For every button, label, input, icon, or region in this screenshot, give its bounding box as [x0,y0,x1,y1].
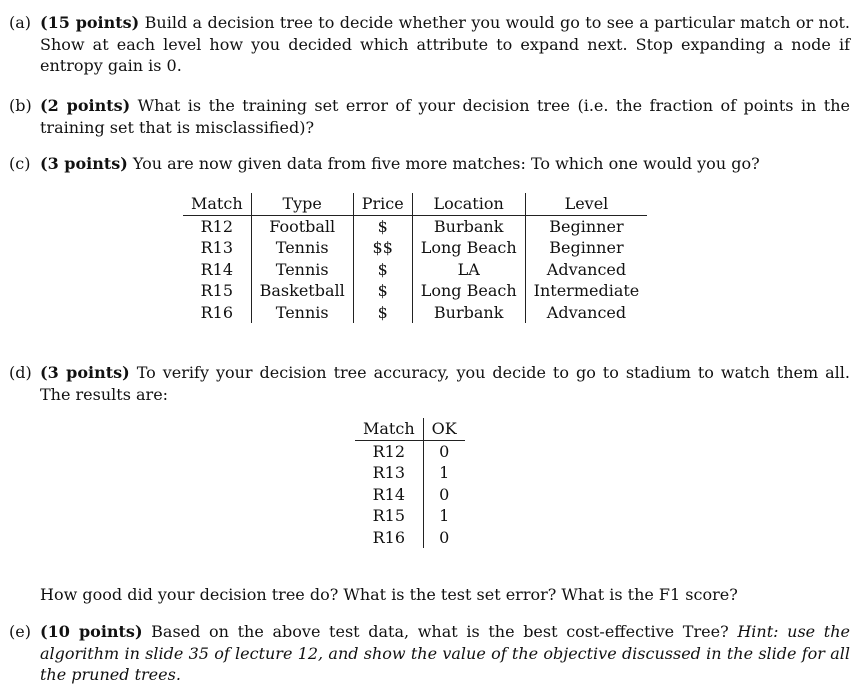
question-a [0,12,850,77]
question-d-points: (3 points) [40,363,130,382]
cell-price: $ [353,259,412,281]
col-header-type: Type [251,193,353,215]
col-header-price: Price [353,193,412,215]
table-row [183,259,647,281]
question-e-label: (e) [9,622,31,641]
table-row [183,302,647,324]
table-row [183,215,647,237]
col-header-location: Location [412,193,525,215]
matches-table [183,193,647,323]
cell-match: R16 [200,302,234,322]
cell-price: $$ [353,237,412,259]
question-c-label: (c) [9,154,31,173]
question-b-text: What is the training set error of your decision tree (i.e. the fraction of points in the training set that is misclassified)? [40,96,851,137]
question-b-label: (b) [9,96,32,115]
col-header-ok: OK [423,418,465,440]
cell-type: Tennis [251,302,353,324]
table-row [355,484,465,506]
results-table [355,418,465,548]
question-d-followup-text: How good did your decision tree do? What is the test set error? What is the F1 score? [40,585,738,604]
col-header-level: Level [525,193,647,215]
cell-level: Advanced [525,259,647,281]
cell-location: Burbank [412,215,525,237]
question-a-label: (a) [9,13,32,32]
cell-match: R12 [372,441,406,461]
cell-match: R14 [200,259,234,279]
question-e-text: Based on the above test data, what is the best cost-effective Tree? [151,622,729,641]
cell-price: $ [353,302,412,324]
cell-location: Burbank [412,302,525,324]
cell-price: $ [353,280,412,302]
question-b-points: (2 points) [40,96,131,115]
col-header-match: Match [355,418,423,440]
col-header-match: Match [183,193,251,215]
cell-location: LA [412,259,525,281]
cell-type: Basketball [251,280,353,302]
cell-ok: 0 [423,527,465,549]
cell-ok: 0 [423,484,465,506]
question-d-label: (d) [9,363,32,382]
cell-match: R16 [372,527,406,547]
cell-match: R12 [200,216,234,236]
table-row [183,280,647,302]
question-c-points: (3 points) [40,154,128,173]
cell-level: Advanced [525,302,647,324]
cell-location: Long Beach [412,280,525,302]
cell-match: R13 [200,238,234,257]
question-b [0,95,850,138]
question-e-hint: Hint: use the algorithm in slide 35 of lecture 12, and show the value of the objective discussed in the slide for all the pruned trees. [40,622,850,684]
matches-table-header [183,193,647,215]
table-row [355,527,465,549]
cell-level: Intermediate [525,280,647,302]
cell-level: Beginner [525,215,647,237]
cell-match: R15 [200,281,234,300]
results-table-header [355,418,465,440]
cell-match: R13 [372,463,406,482]
question-d-text: To verify your decision tree accuracy, you decide to go to stadium to watch them all. The results are: [40,363,851,404]
cell-match: R14 [372,484,406,504]
table-row [355,440,465,462]
cell-level: Beginner [525,237,647,259]
cell-price: $ [353,215,412,237]
cell-type: Tennis [251,237,353,259]
table-row [355,505,465,527]
question-e-points: (10 points) [40,622,143,641]
cell-location: Long Beach [412,237,525,259]
question-d [0,362,850,405]
question-a-text: Build a decision tree to decide whether you would go to see a particular match or not. Show at each level how you decided which attribute to expand next. Stop expanding a node if entropy gain is 0. [40,13,851,75]
cell-type: Tennis [251,259,353,281]
cell-match: R15 [372,506,406,525]
question-e [0,621,850,686]
question-d-followup [0,584,850,606]
table-row [183,237,647,259]
cell-type: Football [251,215,353,237]
question-c [0,153,850,175]
table-row [355,462,465,484]
question-c-text: You are now given data from five more matches: To which one would you go? [132,154,760,173]
cell-ok: 1 [423,505,465,527]
cell-ok: 1 [423,462,465,484]
cell-ok: 0 [423,440,465,462]
question-a-points: (15 points) [40,13,140,32]
